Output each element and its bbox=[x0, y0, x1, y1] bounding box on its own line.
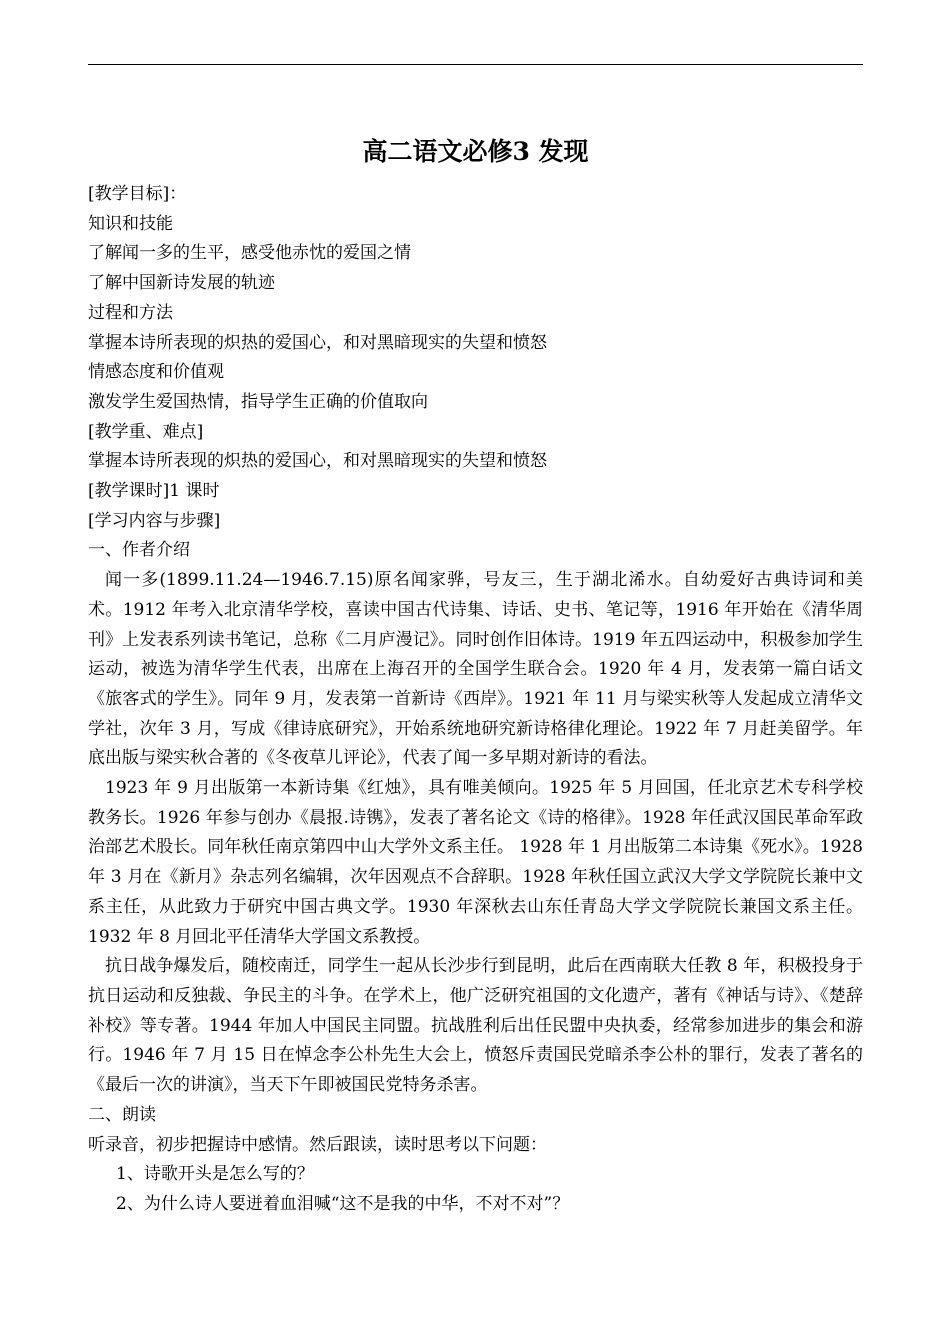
reading-intro: 听录音，初步把握诗中感情。然后跟读，读时思考以下问题： bbox=[88, 1134, 547, 1155]
bio-paragraph: 闻一多(1899.11.24—1946.7.15)原名闻家骅，号友三，生于湖北浠水。自幼爱好古典诗词和美术。1912 年考入北京清华学校，喜读中国古代诗集、诗话、史书、笔记等，1916 年开始在《清华周刊》上发表系列读书笔记，总称《二月庐漫记》。同时创作旧体诗。1919 年五四运动中，积极参加学生运动，被选为清华学生代表，出席在上海召开的全国学生联合会。1920 年 4 月，发表第一篇白话文《旅客式的学生》。同年 9 月，发表第一首新诗《西岸》。1921 年 11 月与梁实秋等人发起成立清华文学社，次年 3 月，写成《律诗底研究》，开始系统地研究新诗格律化理论。1922 年 7 月赶美留学。年底出版与梁实秋合著的《冬夜草儿评论》，代表了闻一多早期对新诗的看法。 bbox=[88, 570, 863, 769]
document-body bbox=[88, 180, 863, 1220]
key-points-item: 掌握本诗所表现的炽热的爱国心，和对黑暗现实的失望和愤怒 bbox=[88, 451, 547, 472]
steps-label: [学习内容与步骤] bbox=[88, 510, 221, 531]
process-item: 掌握本诗所表现的炽热的爱国心，和对黑暗现实的失望和愤怒 bbox=[88, 332, 547, 353]
question-item: 1、诗歌开头是怎么写的？ bbox=[116, 1164, 314, 1185]
question-item: 2、为什么诗人要迸着血泪喊“这不是我的中华，不对不对”？ bbox=[116, 1193, 570, 1214]
emotion-heading: 情感态度和价值观 bbox=[88, 362, 224, 383]
key-points-label: [教学重、难点] bbox=[88, 421, 204, 442]
objectives-label: [教学目标]： bbox=[88, 184, 187, 204]
emotion-item: 激发学生爱国热情，指导学生正确的价值取向 bbox=[88, 391, 428, 412]
document-title: 高二语文必修3 发现 bbox=[362, 137, 589, 166]
knowledge-item: 了解闻一多的生平，感受他赤忱的爱国之情 bbox=[88, 243, 411, 264]
knowledge-item: 了解中国新诗发展的轨迹 bbox=[88, 273, 275, 294]
bio-paragraph: 1923 年 9 月出版第一本新诗集《红烛》，具有唯美倾向。1925 年 5 月回国，任北京艺术专科学校教务长。1926 年参与创办《晨报.诗镌》，发表了著名论文《诗的格律》。1928 年任武汉国民革命军政治部艺术股长。同年秋任南京第四中山大学外文系主任。 1928 年 1 月出版第二本诗集《死水》。1928 年 3 月在《新月》杂志列名编辑，次年因观点不合辞职。1928 年秋任国立武汉大学文学院院长兼中文系主任，从此致力于研究中国古典文学。1930 年深秋去山东任青岛大学文学院院长兼国文系主任。1932 年 8 月回北平任清华大学国文系教授。 bbox=[88, 778, 863, 947]
hours-label: [教学课时]1 课时 bbox=[88, 481, 220, 502]
bio-paragraph: 抗日战争爆发后，随校南迁，同学生一起从长沙步行到昆明，此后在西南联大任教 8 年，积极投身于抗日运动和反独裁、争民主的斗争。在学术上，他广泛研究祖国的文化遗产，著有《神话与诗》、《楚辞补校》等专著。1944 年加人中国民主同盟。抗战胜利后出任民盟中央执委，经常参加进步的集会和游行。1946 年 7 月 15 日在悼念李公朴先生大会上，愤怒斥责国民党暗杀李公朴的罪行，发表了著名的《最后一次的讲演》，当天下午即被国民党特务杀害。 bbox=[88, 956, 863, 1096]
section-heading-reading: 二、朗读 bbox=[88, 1104, 156, 1125]
header-rule bbox=[88, 64, 863, 65]
process-heading: 过程和方法 bbox=[88, 302, 173, 323]
knowledge-heading: 知识和技能 bbox=[88, 213, 173, 234]
section-heading-author: 一、作者介绍 bbox=[88, 540, 190, 561]
